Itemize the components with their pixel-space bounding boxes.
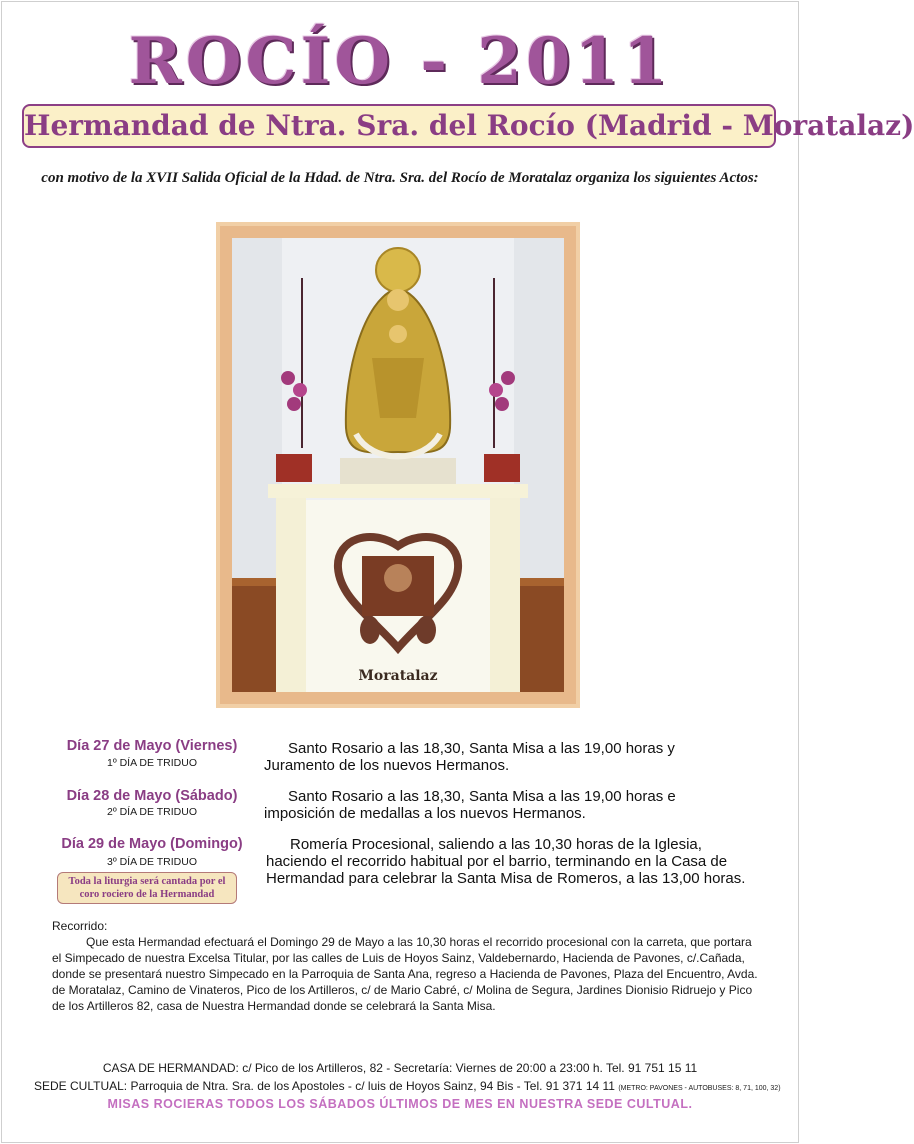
- hermandad-banner: Hermandad de Ntra. Sra. del Rocío (Madrid - Moratalaz): [22, 104, 776, 148]
- virgin-photo: [216, 222, 580, 708]
- day-3-heading: Día 29 de Mayo (Domingo): [61, 836, 243, 852]
- route-label: Recorrido:: [52, 919, 108, 933]
- photo-caption: Moratalaz: [358, 668, 438, 684]
- day-1-heading: Día 27 de Mayo (Viernes): [66, 738, 238, 754]
- day-2-description: Santo Rosario a las 18,30, Santa Misa a las 19,00 horas e imposición de medallas a los nuevos Hermanos.: [264, 788, 676, 822]
- day-2-heading: Día 28 de Mayo (Sábado): [66, 788, 238, 804]
- footer-misas-rocieras: MISAS ROCIERAS TODOS LOS SÁBADOS ÚLTIMOS DE MES EN NUESTRA SEDE CULTUAL.: [107, 1097, 693, 1111]
- liturgy-note: Toda la liturgia será cantada por el coro rociero de la Hermandad: [57, 872, 237, 904]
- day-3-subtitle: 3º DÍA DE TRIDUO: [107, 856, 197, 868]
- route-text: Que esta Hermandad efectuará el Domingo 29 de Mayo a las 10,30 horas el recorrido procesional con la carreta, que portara el Simpecado de nuestra Excelsa Titular, por las calles de Luis de Hoyos Sainz, Valdebernardo, Hacienda de Pavones, c/.Cañada, donde se presentará nuestro Simpecado en la Parroquia de Santa Ana, regreso a Hacienda de Pavones, Plaza del Encuentro, Avda. de Moratalaz, Camino de Vinateros, Pico de los Artilleros, c/ de Mario Cabré, c/ Molina de Segura, Jardines Dionisio Ridruejo y Pico de los Artilleros 82, casa de Nuestra Hermandad donde se celebrará la Santa Misa.: [52, 935, 758, 1013]
- day-1-subtitle: 1º DÍA DE TRIDUO: [107, 757, 197, 769]
- route-section: [52, 918, 762, 1014]
- day-3-description: Romería Procesional, saliendo a las 10,30 horas de la Iglesia, haciendo el recorrido habitual por el barrio, terminando en la Casa de Hermandad para celebrar la Santa Misa de Romeros, a las 13,00 horas.: [266, 836, 746, 887]
- day-1-description: Santo Rosario a las 18,30, Santa Misa a las 19,00 horas y Juramento de los nuevos Hermanos.: [264, 740, 675, 774]
- footer-sede-cultual: [34, 1079, 781, 1093]
- day-2-subtitle: 2º DÍA DE TRIDUO: [107, 806, 197, 818]
- sede-cultual-text: SEDE CULTUAL: Parroquia de Ntra. Sra. de los Apostoles - c/ luis de Hoyos Sainz, 94 Bis - Tel. 91 371 14 11: [34, 1079, 615, 1093]
- footer-casa-hermandad: CASA DE HERMANDAD: c/ Pico de los Artilleros, 82 - Secretaría: Viernes de 20:00 a 23:00 h. Tel. 91 751 15 11: [102, 1061, 698, 1075]
- transport-info: (METRO: PAVONES - AUTOBUSES: 8, 71, 100, 32): [618, 1085, 781, 1092]
- intro-text: con motivo de la XVII Salida Oficial de la Hdad. de Ntra. Sra. del Rocío de Moratalaz organiza los siguientes Actos:: [41, 170, 759, 186]
- page-title: ROCÍO - 2011: [128, 24, 672, 99]
- altar-illustration: [232, 238, 564, 692]
